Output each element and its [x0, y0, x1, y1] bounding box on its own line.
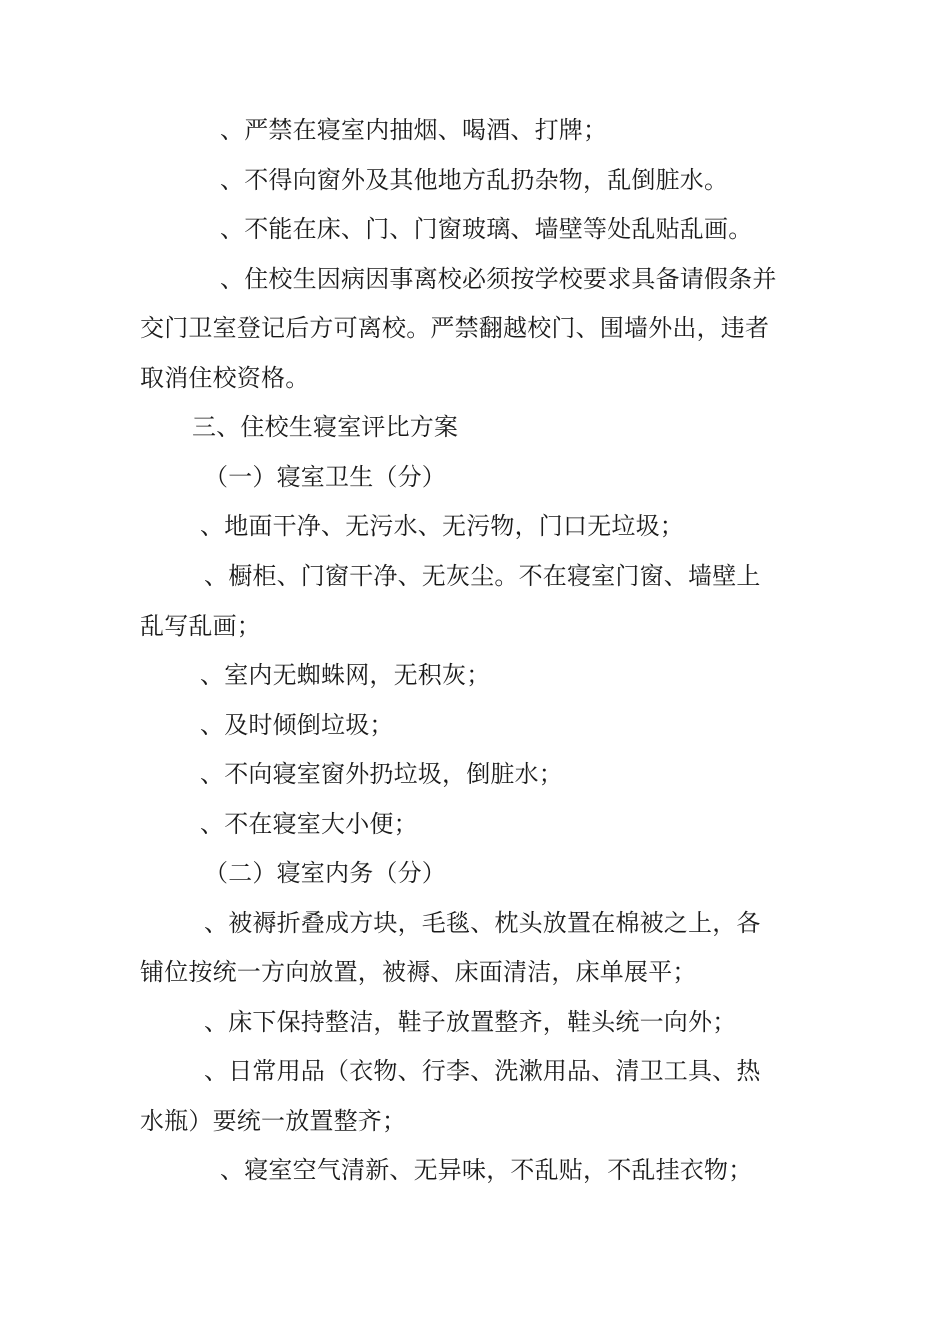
hygiene-item-4: 、及时倾倒垃圾； [200, 711, 394, 739]
rule-line-1: 、严禁在寝室内抽烟、喝酒、打牌； [220, 116, 608, 144]
subsection-heading-hygiene: （一）寝室卫生（分） [204, 463, 446, 491]
hygiene-item-2: 、橱柜、门窗干净、无灰尘。不在寝室门窗、墙壁上 [204, 562, 761, 590]
section-heading: 三、住校生寝室评比方案 [192, 413, 459, 441]
housekeeping-item-3: 、日常用品（衣物、行李、洗漱用品、清卫工具、热 [204, 1057, 761, 1085]
rule-line-2: 、不得向窗外及其他地方乱扔杂物，乱倒脏水。 [220, 166, 729, 194]
housekeeping-item-3-continued: 水瓶）要统一放置整齐； [140, 1107, 407, 1135]
rule-line-4-end: 取消住校资格。 [140, 364, 310, 392]
hygiene-item-6: 、不在寝室大小便； [200, 810, 418, 838]
housekeeping-item-1-continued: 铺位按统一方向放置，被褥、床面清洁，床单展平； [140, 958, 697, 986]
hygiene-item-5: 、不向寝室窗外扔垃圾，倒脏水； [200, 760, 563, 788]
housekeeping-item-1: 、被褥折叠成方块，毛毯、枕头放置在棉被之上，各 [204, 909, 761, 937]
housekeeping-item-2: 、床下保持整洁，鞋子放置整齐，鞋头统一向外； [204, 1008, 737, 1036]
rule-line-4-continued: 交门卫室登记后方可离校。严禁翻越校门、围墙外出，违者 [140, 314, 770, 342]
hygiene-item-1: 、地面干净、无污水、无污物，门口无垃圾； [200, 512, 684, 540]
subsection-heading-housekeeping: （二）寝室内务（分） [204, 859, 446, 887]
rule-line-4: 、住校生因病因事离校必须按学校要求具备请假条并 [220, 265, 777, 293]
rule-line-3: 、不能在床、门、门窗玻璃、墙壁等处乱贴乱画。 [220, 215, 753, 243]
hygiene-item-2-continued: 乱写乱画； [140, 612, 261, 640]
housekeeping-item-4: 、寝室空气清新、无异味，不乱贴，不乱挂衣物； [220, 1156, 753, 1184]
hygiene-item-3: 、室内无蜘蛛网，无积灰； [200, 661, 491, 689]
